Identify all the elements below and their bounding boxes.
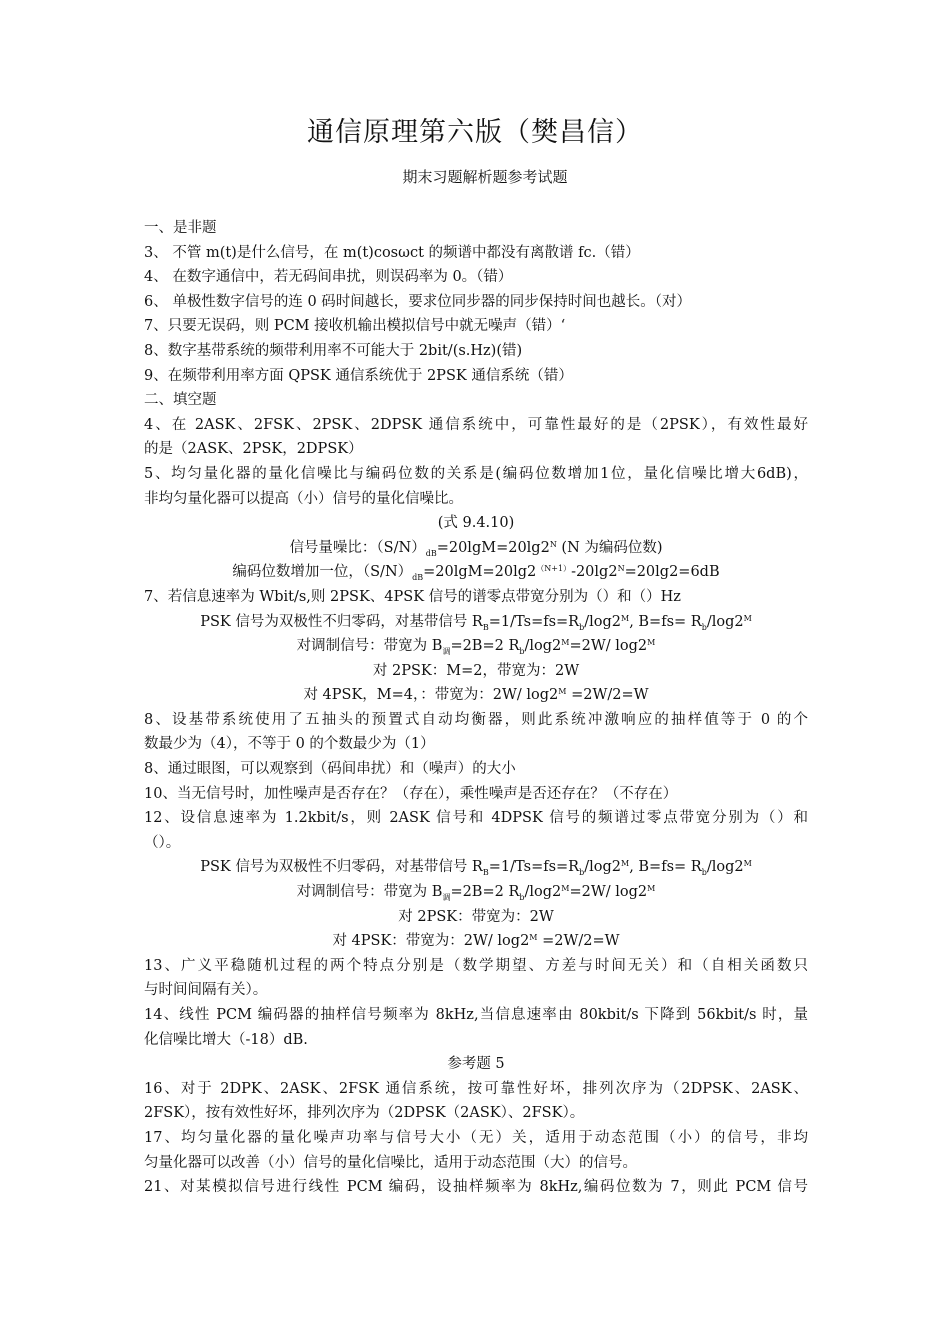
formula-text: 对调制信号：带宽为 B <box>296 884 443 901</box>
formula-sub: b <box>701 868 707 878</box>
formula-text: -20lg2 <box>571 564 618 581</box>
formula-text: =2B=2 R <box>450 884 520 901</box>
formula-text: =2W/2=W <box>566 687 649 704</box>
formula-text: PSK 信号为双极性不归零码，对基带信号 R <box>200 859 483 876</box>
text-line: 8、数字基带系统的频带利用率不可能大于 2bit/(s.Hz)(错) <box>144 342 523 359</box>
formula-text: /log2 <box>584 859 621 876</box>
formula-line: 对 2PSK：M=2，带宽为：2W <box>372 662 580 679</box>
formula-text: =20lgM=20lg2 <box>423 564 537 581</box>
text-line: 的是（2ASK、2PSK，2DPSK） <box>144 441 363 458</box>
text-line: （）。 <box>144 834 181 851</box>
text-line: 4、 在数字通信中，若无码间串扰，则误码率为 0。（错） <box>144 269 513 286</box>
formula-ref: (式 9.4.10) <box>437 515 515 532</box>
formula-text: 编码位数增加一位，（S/N） <box>232 564 413 581</box>
formula-text: /log2 <box>706 859 744 876</box>
text-line: 3、 不管 m(t)是什么信号，在 m(t)cosωct 的频谱中都没有离散谱 fc.（错） <box>144 244 640 261</box>
formula-text: =1/Ts=fs=R <box>488 859 580 876</box>
formula-sub: b <box>579 868 585 878</box>
formula-line <box>144 683 808 708</box>
formula-sup: N <box>549 539 557 549</box>
formula-sup: M <box>647 638 656 648</box>
formula-sup: N <box>617 564 625 574</box>
text-line: 7、若信息速率为 Wbit/s,则 2PSK、4PSK 信号的谱零点带宽分别为（）和（）Hz <box>144 588 681 605</box>
formula-text: /log2 <box>524 638 562 655</box>
formula-sub: dB <box>412 573 424 583</box>
text-line: 10、当无信号时，加性噪声是否存在？（存在），乘性噪声是否还存在？（不存在） <box>144 785 678 802</box>
formula-sup: M <box>558 687 567 697</box>
formula-sub: b <box>579 622 585 632</box>
formula-sub: B <box>482 868 489 878</box>
formula-line: 对 2PSK：带宽为：2W <box>398 908 554 925</box>
formula-text: =2W/ log2 <box>569 638 648 655</box>
formula-sup: M <box>561 884 570 894</box>
formula-line <box>144 929 808 954</box>
text-line: 6、 单极性数字信号的连 0 码时间越长，要求位同步器的同步保持时间也越长。（对） <box>144 293 692 310</box>
formula-text: /log2 <box>706 613 744 630</box>
section-heading: 二、填空题 <box>144 392 217 409</box>
formula-sub: b <box>701 622 707 632</box>
formula-sup: M <box>743 859 752 869</box>
text-line: 8、设基带系统使用了五抽头的预置式自动均衡器，则此系统冲激响应的抽样值等于 0 的个 <box>144 711 808 728</box>
text-line: 7、只要无误码，则 PCM 接收机输出模拟信号中就无噪声（错）‘ <box>144 318 566 335</box>
document-body <box>144 216 808 1200</box>
text-line: 9、在频带利用率方面 QPSK 通信系统优于 2PSK 通信系统（错） <box>144 367 573 384</box>
formula-line <box>144 536 808 561</box>
text-line: 匀量化器可以改善（小）信号的量化信噪比，适用于动态范围（大）的信号。 <box>144 1154 637 1171</box>
formula-sup: M <box>743 613 752 623</box>
text-line: 16、对于 2DPK、2ASK、2FSK 通信系统，按可靠性好坏，排列次序为（2DPSK、2ASK、 <box>144 1080 808 1097</box>
formula-sup: M <box>561 638 570 648</box>
formula-sup: M <box>647 884 656 894</box>
formula-text: =2W/ log2 <box>569 884 648 901</box>
document-subtitle: 期末习题解析题参考试题 <box>402 168 568 186</box>
formula-sub: dB <box>425 548 437 558</box>
text-line: 8、通过眼图，可以观察到（码间串扰）和（噪声）的大小 <box>144 761 516 778</box>
text-line: 2FSK），按有效性好坏，排列次序为（2DPSK（2ASK）、2FSK）。 <box>144 1105 585 1122</box>
document-title: 通信原理第六版（樊昌信） <box>307 117 643 148</box>
formula-sub: 调 <box>442 647 451 657</box>
formula-sup: M <box>529 933 538 943</box>
text-line: 5、均匀量化器的量化信噪比与编码位数的关系是(编码位数增加1位，量化信噪比增大6dB)， <box>144 465 808 482</box>
formula-text: /log2 <box>524 884 562 901</box>
formula-line <box>144 880 808 905</box>
formula-sub: b <box>519 647 525 657</box>
formula-text: 信号量噪比：（S/N） <box>289 539 426 556</box>
formula-text: (N 为编码位数) <box>556 539 663 556</box>
formula-text: =2W/2=W <box>537 933 620 950</box>
text-line: 17、均匀量化器的量化噪声功率与信号大小（无）关，适用于动态范围（小）的信号，非均 <box>144 1129 808 1146</box>
text-line: 数最少为（4），不等于 0 的个数最少为（1） <box>144 736 435 753</box>
text-line: 12、设信息速率为 1.2kbit/s，则 2ASK 信号和 4DPSK 信号的频谱过零点带宽分别为（）和 <box>144 810 808 827</box>
formula-text: /log2 <box>584 613 621 630</box>
formula-text: 对 4PSK，M=4，：带宽为：2W/ log2 <box>303 687 559 704</box>
formula-line <box>144 560 808 585</box>
formula-sub: 调 <box>442 893 451 903</box>
section-subheading: 参考题 5 <box>447 1056 505 1073</box>
formula-text: 对调制信号：带宽为 B <box>296 638 443 655</box>
formula-sup: M <box>620 613 630 623</box>
formula-sub: b <box>519 893 525 903</box>
text-line: 4、在 2ASK、2FSK、2PSK、2DPSK 通信系统中，可靠性最好的是（2PSK），有效性最好 <box>144 416 808 433</box>
formula-text: =20lgM=20lg2 <box>436 539 550 556</box>
text-line: 与时间间隔有关）。 <box>144 982 268 999</box>
formula-text: =1/Ts=fs=R <box>488 613 580 630</box>
formula-text: PSK 信号为双极性不归零码，对基带信号 R <box>200 613 483 630</box>
formula-text: , B=fs= R <box>629 613 702 630</box>
text-line: 21、对某模拟信号进行线性 PCM 编码，设抽样频率为 8kHz,编码位数为 7，则此 PCM 信号 <box>144 1179 808 1196</box>
text-line: 化信噪比增大（-18）dB. <box>144 1031 308 1048</box>
formula-line <box>144 610 808 635</box>
text-line: 非均匀量化器可以提高（小）信号的量化信噪比。 <box>144 490 463 507</box>
formula-text: =2B=2 R <box>450 638 520 655</box>
formula-sub: B <box>482 622 489 632</box>
formula-sup: （N+1） <box>536 564 572 574</box>
formula-text: , B=fs= R <box>629 859 702 876</box>
formula-text: 对 4PSK：带宽为：2W/ log2 <box>332 933 530 950</box>
text-line: 13、广义平稳随机过程的两个特点分别是（数学期望、方差与时间无关）和（自相关函数只 <box>144 957 808 974</box>
formula-line <box>144 634 808 659</box>
formula-line <box>144 855 808 880</box>
formula-text: =20lg2=6dB <box>624 564 720 581</box>
text-line: 14、线性 PCM 编码器的抽样信号频率为 8kHz,当信息速率由 80kbit/s 下降到 56kbit/s 时，量 <box>144 1007 808 1023</box>
section-heading: 一、是非题 <box>144 220 217 236</box>
formula-sup: M <box>620 859 630 869</box>
